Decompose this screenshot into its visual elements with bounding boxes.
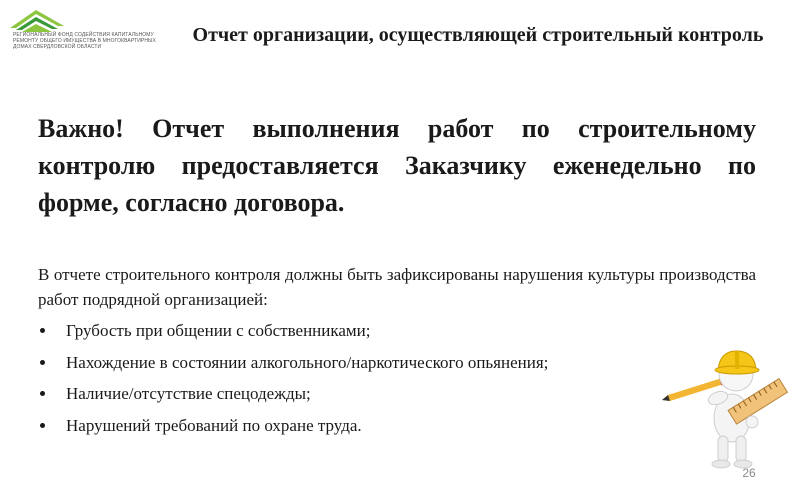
worker-illustration (660, 340, 800, 470)
page-number: 26 (742, 466, 756, 480)
list-item (38, 350, 718, 375)
list-item-text: Наличие/отсутствие спецодежды; (66, 384, 311, 403)
bullet-icon (40, 360, 45, 365)
important-notice: Важно! Отчет выполнения работ по строительному контролю предоставляется Заказчику еженедельно по форме, согласно договора. (38, 114, 756, 217)
fund-logo (8, 6, 158, 54)
list-item-text: Грубость при общении с собственниками; (66, 321, 371, 340)
list-item-text: Нахождение в состоянии алкогольного/наркотического опьянения; (66, 352, 549, 372)
logo-caption: РЕГИОНАЛЬНЫЙ ФОНД СОДЕЙСТВИЯ КАПИТАЛЬНОМУ РЕМОНТУ ОБЩЕГО ИМУЩЕСТВА В МНОГОКВАРТИРНЫХ ДОМАХ СВЕРДЛОВСКОЙ ОБЛАСТИ (13, 32, 156, 50)
list-item (38, 318, 718, 343)
list-item-text: Нарушений требований по охране труда. (66, 415, 362, 435)
violations-list (38, 318, 718, 444)
bullet-icon (40, 391, 45, 396)
list-item (38, 413, 718, 438)
house-roof-logo-icon (8, 6, 68, 32)
bullet-icon (40, 423, 45, 428)
list-item (38, 381, 718, 406)
intro-paragraph: В отчете строительного контроля должны быть зафиксированы нарушения культуры производства работ подрядной организацией: (38, 265, 756, 309)
slide-title: Отчет организации, осуществляющей строительный контроль (192, 24, 764, 46)
bullet-icon (40, 328, 45, 333)
hard-hat-icon (715, 351, 759, 374)
